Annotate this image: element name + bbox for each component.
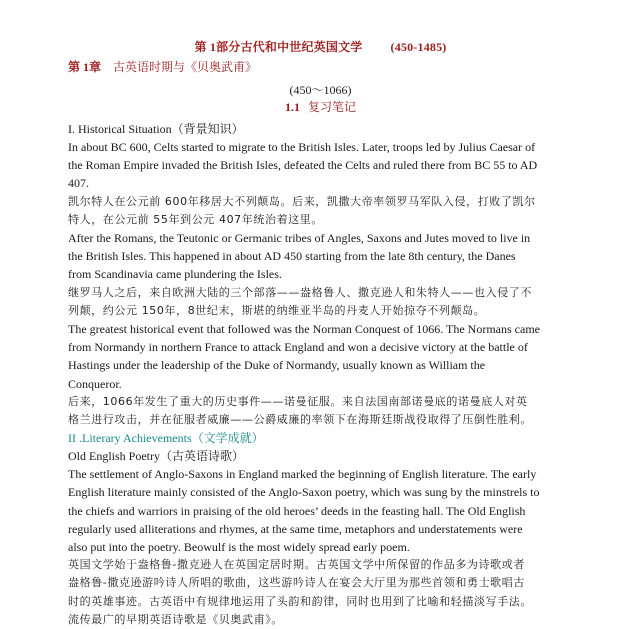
translation-line: 时的英雄事迹。古英语中有规律地运用了头韵和韵律，同时也用到了比喻和轻描淡写手法。 — [68, 594, 532, 608]
translation-line: 英国文学始于盎格鲁-撒克逊人在英国定居时期。古英国文学中所保留的作品多为诗歌或者 — [68, 558, 525, 572]
translation-4 — [68, 556, 573, 629]
paragraph-line: 407. — [68, 176, 89, 191]
paragraph-line: The settlement of Anglo-Saxons in England marked the beginning of English literature. The early — [68, 467, 537, 482]
translation-2 — [68, 284, 573, 320]
paragraph-line: Hastings under the leadership of the Duke of Normandy, usually known as William the — [68, 358, 486, 373]
paragraph-line: the British Isles. This happened in about AD 450 starting from the late 8th century, the Danes — [68, 249, 516, 264]
translation-line: 列颠，约公元 150年，8世纪末，斯堪的纳维亚半岛的丹麦人开始掠夺不列颠岛。 — [68, 303, 486, 317]
historical-heading: I. Historical Situation（背景知识） — [68, 122, 244, 136]
chapter-number: 第 1章 — [68, 60, 102, 74]
chapter-title — [68, 59, 573, 76]
period-dates: (450～1066) — [289, 83, 352, 97]
paragraph-line: After the Romans, the Teutonic or Germanic tribes of Angles, Saxons and Jutes moved to live in — [68, 231, 531, 246]
paragraph-2 — [68, 229, 573, 284]
paragraph-3 — [68, 320, 573, 393]
translation-line: 格兰进行攻击，并在征服者威廉——公爵威廉的率领下在海斯廷斯战役取得了压倒性胜利。 — [68, 413, 532, 427]
paragraph-line: Conqueror. — [68, 376, 122, 391]
translation-line: 流传最广的早期英语诗歌是《贝奥武甫》。 — [68, 612, 283, 626]
part-title-range: (450-1485) — [390, 40, 447, 54]
translation-line: 后来，1066年发生了重大的历史事件——诺曼征服。来自法国南部诺曼底的诺曼底人对英 — [68, 394, 528, 408]
paragraph-line: the chiefs and warriors in praising of the old heroes’ deeds in the feasting hall. The Old English — [68, 503, 526, 518]
paragraph-line: also put into the poetry. Beowulf is the most widely spread early poem. — [68, 540, 410, 555]
translation-1 — [68, 193, 573, 229]
poetry-heading: Old English Poetry（古英语诗歌） — [68, 449, 244, 464]
paragraph-line: English literature mainly consisted of the Anglo-Saxon poetry, which was sung by the minstrels to — [68, 485, 540, 500]
translation-line: 凯尔特人在公元前 600年移居大不列颠岛。后来，凯撒大帝率领罗马军队入侵，打败了凯尔 — [68, 194, 536, 208]
paragraph-line: from Normandy in northern France to attack England and won a decisive victory at the battle of — [68, 340, 528, 355]
section-label: 复习笔记 — [307, 100, 356, 114]
paragraph-4 — [68, 465, 573, 556]
paragraph-1 — [68, 138, 573, 193]
part-title — [68, 38, 573, 56]
section-number: 1.1 — [284, 100, 300, 114]
translation-line: 继罗马人之后，来自欧洲大陆的三个部落——盎格鲁人、撒克逊人和朱特人——也入侵了不 — [68, 285, 532, 299]
paragraph-line: regularly used alliterations and rhymes, at the same time, metaphors and understatements were — [68, 521, 523, 536]
chapter-name: 古英语时期与《贝奥武甫》 — [113, 60, 258, 74]
paragraph-line: the Roman Empire invaded the British Isles, defeated the Celts and ruled there from BC 55 to AD — [68, 158, 538, 173]
translation-line: 盎格鲁-撒克逊游吟诗人所唱的歌曲，这些游吟诗人在宴会大厅里为那些首领和勇士歌唱古 — [68, 576, 525, 590]
section-title — [68, 99, 573, 116]
paragraph-line: from Scandinavia came plundering the Isles. — [68, 267, 282, 282]
part-title-text: 第 1部分古代和中世纪英国文学 — [194, 40, 363, 54]
paragraph-line: The greatest historical event that followed was the Norman Conquest of 1066. The Normans came — [68, 322, 540, 337]
paragraph-line: In about BC 600, Celts started to migrate to the British Isles. Later, troops led by Julius Caesar of — [68, 140, 536, 154]
literary-heading: II .Literary Achievements（文学成就） — [68, 431, 264, 446]
translation-3 — [68, 393, 573, 429]
translation-line: 特人，在公元前 55年到公元 407年统治着这里。 — [68, 212, 323, 226]
